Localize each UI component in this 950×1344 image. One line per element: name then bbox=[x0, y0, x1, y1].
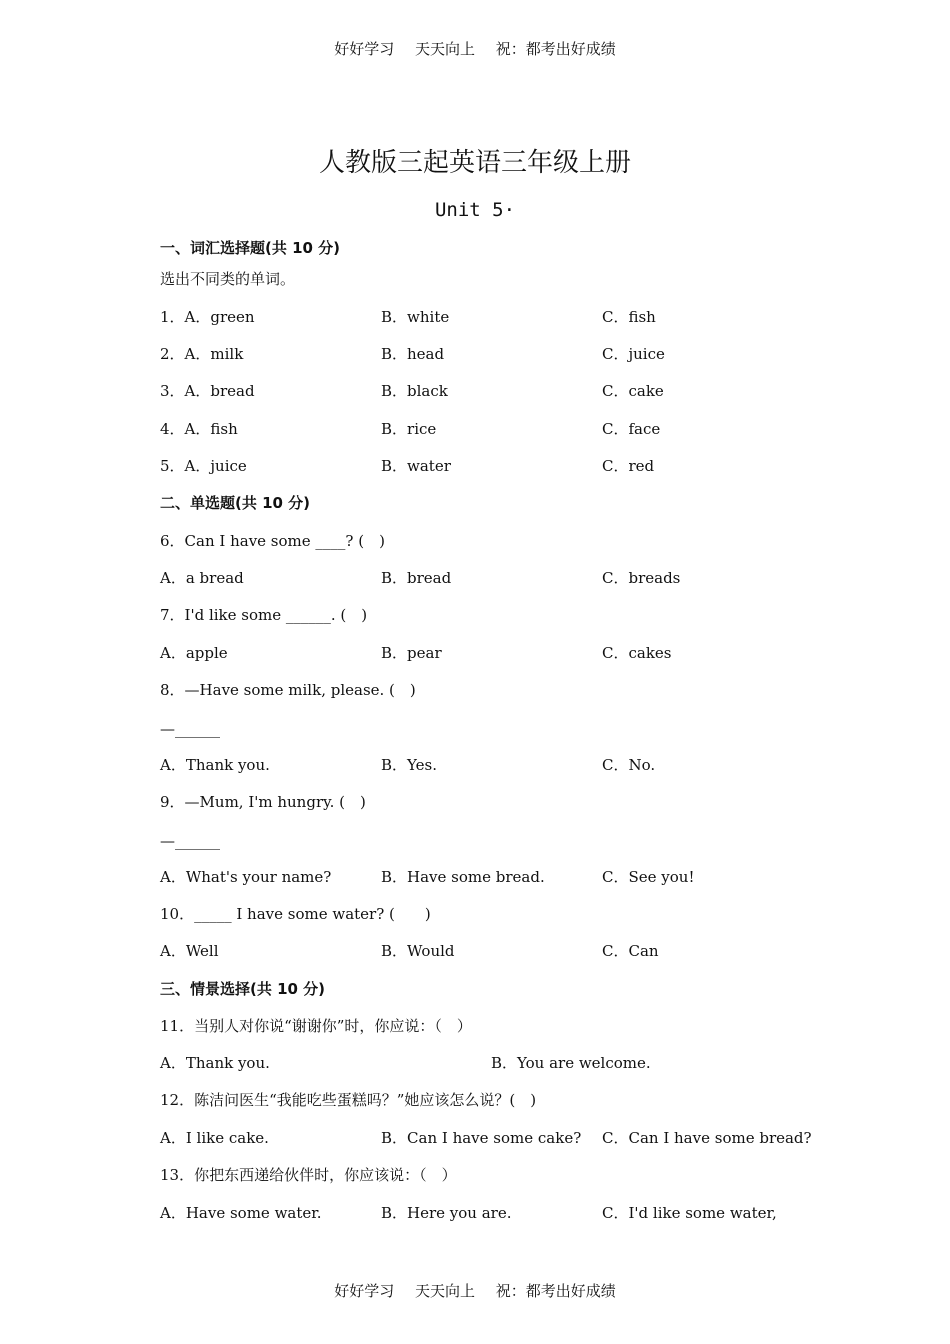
question-5 bbox=[160, 454, 655, 478]
question-10-options bbox=[160, 939, 659, 963]
option-c: C．red bbox=[602, 457, 655, 475]
section-3-title: 三、情景选择(共 10 分) bbox=[160, 980, 326, 998]
option-a: A．I like cake. bbox=[160, 1129, 269, 1147]
option-c: C．juice bbox=[602, 345, 665, 363]
footer-motto-1: 好好学习 bbox=[334, 1282, 395, 1300]
question-9-answer-blank: —______ bbox=[160, 832, 220, 850]
option-c: C．breads bbox=[602, 569, 681, 587]
option-b: B．Can I have some cake? bbox=[381, 1129, 582, 1147]
question-13-options bbox=[160, 1201, 777, 1225]
question-7-options bbox=[160, 641, 672, 665]
page-footer bbox=[0, 1280, 950, 1301]
option-c: C．Can I have some bread? bbox=[602, 1129, 812, 1147]
question-2 bbox=[160, 342, 665, 366]
question-9-options bbox=[160, 865, 695, 889]
question-1 bbox=[160, 305, 656, 329]
question-6-stem: 6．Can I have some ____? ( ) bbox=[160, 532, 385, 550]
option-a: 2．A．milk bbox=[160, 345, 244, 363]
footer-motto-3: 祝：都考出好成绩 bbox=[495, 1282, 616, 1300]
option-a: 1．A．green bbox=[160, 308, 255, 326]
option-b: B．white bbox=[381, 308, 450, 326]
option-c: C．fish bbox=[602, 308, 656, 326]
option-a: A．apple bbox=[160, 644, 228, 662]
option-b: B．bread bbox=[381, 569, 452, 587]
question-9-stem: 9．—Mum, I'm hungry. ( ) bbox=[160, 793, 366, 811]
option-a: A．a bread bbox=[160, 569, 244, 587]
question-6-options bbox=[160, 566, 681, 590]
option-a: A．Well bbox=[160, 942, 219, 960]
option-b: B．Have some bread. bbox=[381, 868, 545, 886]
option-a: 3．A．bread bbox=[160, 382, 255, 400]
question-8-stem: 8．—Have some milk, please. ( ) bbox=[160, 681, 416, 699]
section-1-instruction: 选出不同类的单词。 bbox=[160, 270, 296, 288]
question-12-options bbox=[160, 1126, 812, 1150]
option-b: B．head bbox=[381, 345, 445, 363]
option-b: B．water bbox=[381, 457, 451, 475]
question-3 bbox=[160, 379, 664, 403]
option-c: C．Can bbox=[602, 942, 659, 960]
unit-title: Unit 5· bbox=[434, 199, 516, 221]
question-8-options bbox=[160, 753, 656, 777]
question-4 bbox=[160, 417, 661, 441]
header-motto-2: 天天向上 bbox=[414, 40, 475, 58]
page-header bbox=[0, 38, 950, 59]
question-10-stem: 10．_____ I have some water? ( ) bbox=[160, 905, 431, 923]
option-b: B．Would bbox=[381, 942, 455, 960]
option-a: 4．A．fish bbox=[160, 420, 238, 438]
section-1-title: 一、词汇选择题(共 10 分) bbox=[160, 239, 341, 257]
option-b: B．pear bbox=[381, 644, 442, 662]
option-b: B．Yes. bbox=[381, 756, 437, 774]
question-11-options bbox=[160, 1051, 651, 1075]
option-c: C．face bbox=[602, 420, 661, 438]
question-13-stem: 13．你把东西递给伙伴时，你应该说：（ ） bbox=[160, 1166, 457, 1184]
question-7-stem: 7．I'd like some ______. ( ) bbox=[160, 606, 368, 624]
option-b: B．black bbox=[381, 382, 448, 400]
option-c: C．cake bbox=[602, 382, 664, 400]
page-title: 人教版三起英语三年级上册 bbox=[318, 148, 631, 178]
option-b: B．You are welcome. bbox=[491, 1054, 651, 1072]
option-c: C．I'd like some water, bbox=[602, 1204, 777, 1222]
question-11-stem: 11．当别人对你说“谢谢你”时，你应说：（ ） bbox=[160, 1017, 472, 1035]
option-c: C．No. bbox=[602, 756, 656, 774]
option-c: C．See you! bbox=[602, 868, 695, 886]
section-2-title: 二、单选题(共 10 分) bbox=[160, 494, 311, 512]
question-8-answer-blank: —______ bbox=[160, 720, 220, 738]
question-12-stem: 12．陈洁问医生“我能吃些蛋糕吗？”她应该怎么说？( ) bbox=[160, 1091, 537, 1109]
header-motto-1: 好好学习 bbox=[334, 40, 395, 58]
option-a: A．Thank you. bbox=[160, 1054, 270, 1072]
option-a: A．What's your name? bbox=[160, 868, 332, 886]
option-a: 5．A．juice bbox=[160, 457, 247, 475]
footer-motto-2: 天天向上 bbox=[414, 1282, 475, 1300]
option-a: A．Have some water. bbox=[160, 1204, 322, 1222]
option-a: A．Thank you. bbox=[160, 756, 270, 774]
header-motto-3: 祝：都考出好成绩 bbox=[495, 40, 616, 58]
option-b: B．Here you are. bbox=[381, 1204, 512, 1222]
option-c: C．cakes bbox=[602, 644, 672, 662]
option-b: B．rice bbox=[381, 420, 437, 438]
